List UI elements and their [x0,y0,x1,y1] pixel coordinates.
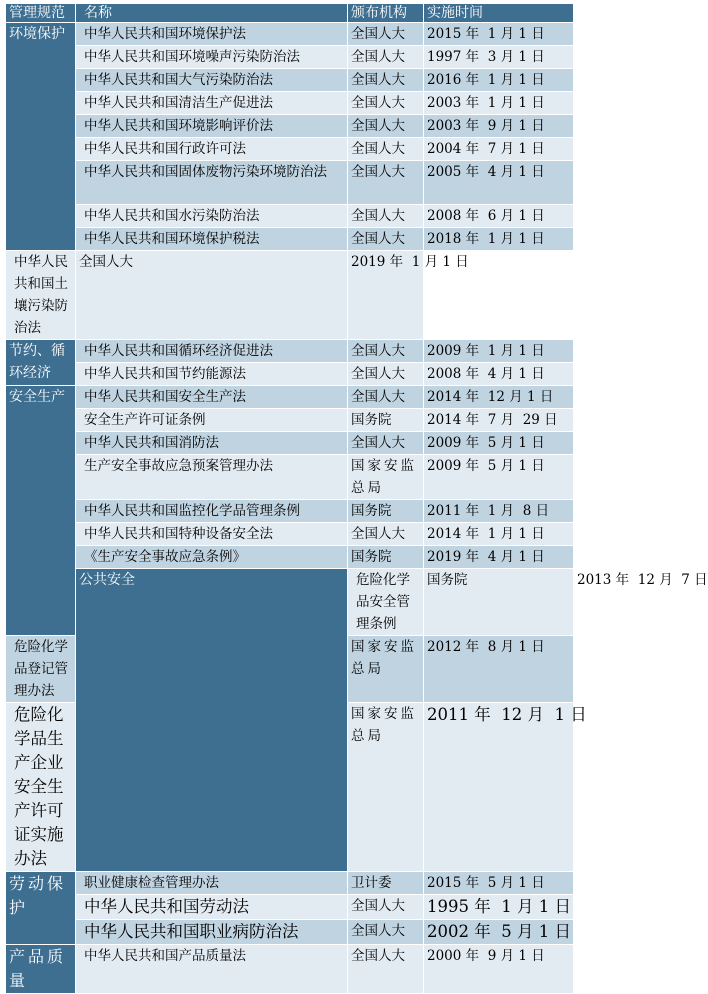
date-cell: 1995 年 1 月 1 日 [424,895,574,920]
table-row [6,500,574,523]
category-cell: 劳动保护 [6,872,76,945]
date-cell: 2015 年 1 月 1 日 [424,23,574,46]
table-row [6,872,574,895]
name-cell: 中华人民共和国节约能源法 [76,363,348,386]
date-cell: 2016 年 1 月 1 日 [424,69,574,92]
date-cell: 2018 年 1 月 1 日 [424,228,574,251]
table-row [6,945,574,994]
issuer-cell: 全国人大 [348,161,424,205]
issuer-cell: 全国人大 [348,945,424,994]
table-row [6,23,574,46]
table-row [6,340,574,363]
date-cell: 2004 年 7 月 1 日 [424,138,574,161]
table-row [6,161,574,205]
header-category: 管理规范 [6,4,76,23]
date-cell: 2009 年 5 月 1 日 [424,455,574,500]
issuer-cell: 全国人大 [348,228,424,251]
table-body [6,23,708,994]
table-row [6,228,574,251]
name-cell: 中华人民共和国环境噪声污染防治法 [76,46,348,69]
table-row [6,69,574,92]
name-cell: 中华人民共和国安全生产法 [76,386,348,409]
issuer-cell: 全国人大 [348,23,424,46]
issuer-cell: 卫计委 [348,872,424,895]
table-row [6,546,574,569]
date-cell: 2019 年 4 月 1 日 [424,546,574,569]
name-cell: 中华人民共和国产品质量法 [76,945,348,994]
regulations-table [5,3,708,994]
name-cell: 中华人民共和国特种设备安全法 [76,523,348,546]
issuer-cell: 全国人大 [348,46,424,69]
issuer-cell: 国家安监总局 [348,455,424,500]
issuer-cell: 全国人大 [348,92,424,115]
header-name: 名称 [76,4,348,23]
date-cell: 2008 年 6 月 1 日 [424,205,574,228]
table-row [6,432,574,455]
date-cell: 2003 年 9 月 1 日 [424,115,574,138]
date-cell: 2019 年 1 月 1 日 [348,251,424,340]
table-row [6,523,574,546]
issuer-cell: 国务院 [424,569,574,636]
date-cell: 2011 年 1 月 8 日 [424,500,574,523]
date-cell: 2003 年 1 月 1 日 [424,92,574,115]
date-cell: 2012 年 8 月 1 日 [424,636,574,703]
name-cell: 中华人民共和国环境保护法 [76,23,348,46]
category-cell: 产品质量 [6,945,76,994]
issuer-cell: 国务院 [348,546,424,569]
table-row [6,138,574,161]
name-cell: 中华人民共和国水污染防治法 [76,205,348,228]
name-cell: 中华人民共和国监控化学品管理条例 [76,500,348,523]
name-cell: 《生产安全事故应急条例》 [76,546,348,569]
table-row [6,386,574,409]
name-cell: 中华人民共和国固体废物污染环境防治法 [76,161,348,205]
date-cell: 1997 年 3 月 1 日 [424,46,574,69]
issuer-cell: 全国人大 [348,115,424,138]
name-cell: 生产安全事故应急预案管理办法 [76,455,348,500]
issuer-cell: 国务院 [348,500,424,523]
date-cell: 2008 年 4 月 1 日 [424,363,574,386]
issuer-cell: 国家安监总局 [348,636,424,703]
name-cell: 中华人民共和国行政许可法 [76,138,348,161]
name-cell: 中华人民共和国清洁生产促进法 [76,92,348,115]
category-cell: 环境保护 [6,23,76,251]
table-row [6,895,574,920]
name-cell: 职业健康检查管理办法 [76,872,348,895]
issuer-cell: 全国人大 [348,386,424,409]
name-cell: 中华人民共和国大气污染防治法 [76,69,348,92]
name-cell: 安全生产许可证条例 [76,409,348,432]
issuer-cell: 全国人大 [76,251,348,340]
date-cell: 2014 年 12 月 1 日 [424,386,574,409]
table-row [6,92,574,115]
table-row: 公共安全 危险化学品安全管理条例 国务院 2013 年 12 月 7 日 [6,569,574,636]
date-cell: 2000 年 9 月 1 日 [424,945,574,994]
date-cell: 2002 年 5 月 1 日 [424,920,574,945]
name-cell: 中华人民共和国循环经济促进法 [76,340,348,363]
name-cell: 中华人民共和国消防法 [76,432,348,455]
category-cell: 安全生产 [6,386,76,636]
date-cell: 2011 年 12 月 1 日 [424,703,574,872]
date-cell: 2005 年 4 月 1 日 [424,161,574,205]
header-row [6,4,574,23]
table-row [6,920,574,945]
date-cell: 2015 年 5 月 1 日 [424,872,574,895]
date-cell: 2014 年 7 月 29 日 [424,409,574,432]
table-row [6,363,574,386]
name-cell: 中华人民共和国环境影响评价法 [76,115,348,138]
table-row [6,409,574,432]
name-cell: 危险化学品生产企业安全生产许可证实施办法 [6,703,76,872]
header-date: 实施时间 [424,4,574,23]
name-cell: 中华人民共和国职业病防治法 [76,920,348,945]
table-row [6,455,574,500]
issuer-cell: 全国人大 [348,920,424,945]
date-cell: 2009 年 1 月 1 日 [424,340,574,363]
table-row [6,205,574,228]
date-cell: 2009 年 5 月 1 日 [424,432,574,455]
category-cell: 公共安全 [76,569,348,872]
issuer-cell: 全国人大 [348,895,424,920]
table-row [6,251,574,340]
regulations-table-container [5,3,708,994]
issuer-cell: 全国人大 [348,523,424,546]
issuer-cell: 全国人大 [348,69,424,92]
name-cell: 中华人民共和国劳动法 [76,895,348,920]
category-cell: 节约、循环经济 [6,340,76,386]
issuer-cell: 全国人大 [348,432,424,455]
header-issuer: 颁布机构 [348,4,424,23]
table-row [6,46,574,69]
date-cell: 2014 年 1 月 1 日 [424,523,574,546]
issuer-cell: 全国人大 [348,363,424,386]
issuer-cell: 全国人大 [348,138,424,161]
issuer-cell: 全国人大 [348,205,424,228]
name-cell: 危险化学品安全管理条例 [348,569,424,636]
issuer-cell: 国务院 [348,409,424,432]
issuer-cell: 国家安监总局 [348,703,424,872]
table-row [6,115,574,138]
issuer-cell: 全国人大 [348,340,424,363]
name-cell: 中华人民共和国土壤污染防治法 [6,251,76,340]
name-cell: 危险化学品登记管理办法 [6,636,76,703]
name-cell: 中华人民共和国环境保护税法 [76,228,348,251]
